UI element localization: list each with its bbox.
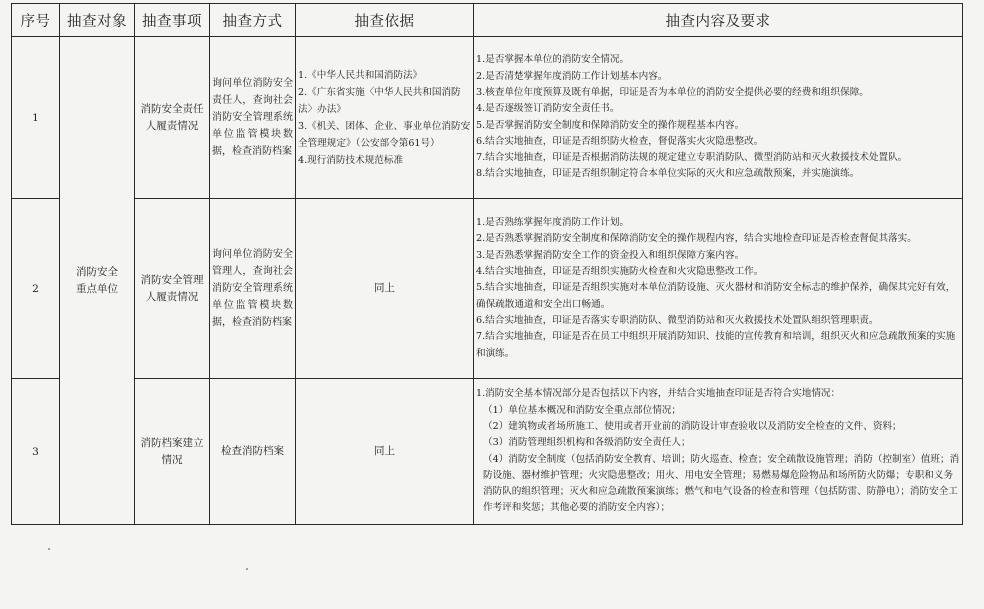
header-row [12,4,963,37]
requirement-line: 4.是否逐级签订消防安全责任书。 [476,103,620,115]
requirement-line: 1.消防安全基本情况部分是否包括以下内容，并结合实地抽查印证是否符合实地情况： [476,388,841,400]
requirement-line: 2.是否熟悉掌握消防安全制度和保障消防安全的操作规程内容，结合实地检查印证是否检查督促其落实。 [476,233,917,245]
header-basis: 抽查依据 [296,4,474,37]
row-number: 3 [12,379,60,525]
inspection-basis: 同上 [296,199,474,379]
requirement-line: 4.结合实地抽查，印证是否组织实施防火检查和火灾隐患整改工作。 [476,266,764,278]
row-number: 2 [12,199,60,379]
header-item: 抽查事项 [135,4,210,37]
requirement-line: 6.结合实地抽查，印证是否组织防火检查，督促落实火灾隐患整改。 [476,135,764,147]
requirement-subline: （1）单位基本概况和消防安全重点部位情况； [483,404,681,416]
inspection-requirements [474,379,963,525]
inspection-object [60,37,135,525]
header-object: 抽查对象 [60,4,135,37]
row-number: 1 [12,37,60,199]
requirement-line: 6.结合实地抽查，印证是否落实专职消防队、微型消防站和灭火救援技术处置队组织管理职责。 [476,314,879,326]
basis-line: 4.现行消防技术规范标准 [298,154,404,166]
requirement-line: 8.结合实地抽查，印证是否组织制定符合本单位实际的灭火和应急疏散预案，并实施演练。 [476,168,860,180]
inspection-basis: 同上 [296,379,474,525]
requirement-subline: （2）建筑物或者场所施工、使用或者开业前的消防设计审查验收以及消防安全检查的文件、资料； [483,420,902,432]
inspection-method: 询问单位消防安全管理人，查询社会消防安全管理系统单位监管模块数据，检查消防档案 [210,199,296,379]
header-requirements: 抽查内容及要求 [474,4,963,37]
paper-speck [246,568,248,570]
requirement-line: 2.是否清楚掌握年度消防工作计划基本内容。 [476,70,668,82]
paper-speck [48,548,50,550]
basis-line: 1.《中华人民共和国消防法》 [298,69,423,81]
inspection-basis [296,37,474,199]
requirement-line: 7.结合实地抽查，印证是否在员工中组织开展消防知识、技能的宣传教育和培训，组织灭火和应急疏散预案的实施和演练。 [476,331,956,359]
header-no: 序号 [12,4,60,37]
requirement-line: 3.是否熟悉掌握消防安全工作的资金投入和组织保障方案内容。 [476,249,745,261]
table-row [12,37,963,199]
inspection-table [11,3,963,525]
table-row [12,379,963,525]
table-row [12,199,963,379]
inspection-item: 消防安全责任人履责情况 [135,37,210,199]
inspection-item: 消防档案建立情况 [135,379,210,525]
header-method: 抽查方式 [210,4,296,37]
basis-line: 2.《广东省实施〈中华人民共和国消防法〉办法》 [298,86,461,115]
requirement-line: 5.结合实地抽查，印证是否组织实施对本单位消防设施、灭火器材和消防安全标志的维护保养，确保其完好有效，确保疏散通道和安全出口畅通。 [476,282,956,310]
requirement-subline: （4）消防安全制度（包括消防安全教育、培训；防火巡查、检查；安全疏散设施管理；消防（控制室）值班；消防设施、器材维护管理；火灾隐患整改；用火、用电安全管理；易燃易爆危险物品和场所防火防爆；专职和义务消防队的组织管理；灭火和应急疏散预案演练；燃气和电气设备的检查和管理（包括防雷、防静电）；消防安全工作考评和奖惩；其他必要的消防安全内容）； [483,453,960,514]
basis-line: 3.《机关、团体、企业、事业单位消防安全管理规定》（公安部令第61号） [298,120,471,149]
inspection-method: 检查消防档案 [210,379,296,525]
requirement-subline: （3）消防管理组织机构和各级消防安全责任人； [483,437,691,449]
inspection-requirements [474,199,963,379]
inspection-item: 消防安全管理人履责情况 [135,199,210,379]
requirement-line: 5.是否掌握消防安全制度和保障消防安全的操作规程基本内容。 [476,119,745,131]
inspection-method: 询问单位消防安全责任人，查询社会消防安全管理系统单位监管模块数据，检查消防档案 [210,37,296,199]
inspection-requirements [474,37,963,199]
requirement-line: 3.核查单位年度预算及既有单据，印证是否为本单位的消防安全提供必要的经费和组织保障。 [476,86,869,98]
requirement-line: 1.是否掌握本单位的消防安全情况。 [476,54,630,66]
requirement-line: 1.是否熟练掌握年度消防工作计划。 [476,217,630,229]
object-label: 消防安全重点单位 [76,265,118,295]
requirement-line: 7.结合实地抽查，印证是否根据消防法规的规定建立专职消防队、微型消防站和灭火救援技术处置队。 [476,152,908,164]
